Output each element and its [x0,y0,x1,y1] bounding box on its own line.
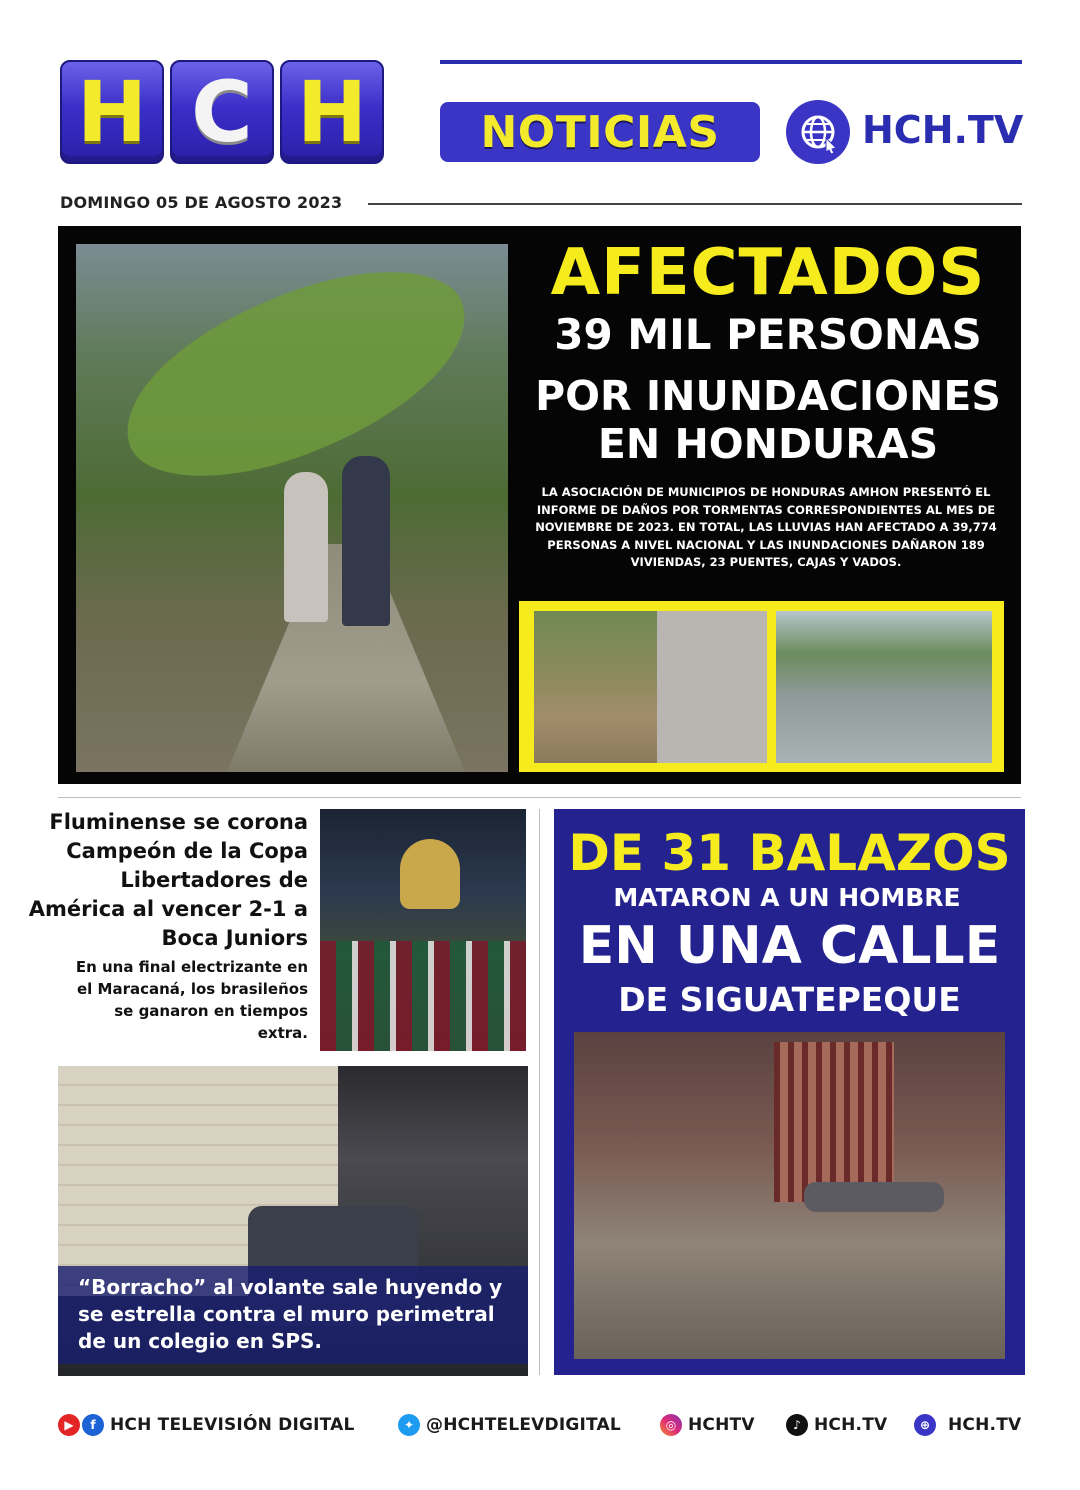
column-divider [539,809,540,1375]
house-wall [657,611,767,763]
section-label: NOTICIAS [440,102,760,162]
globe-icon [786,100,850,164]
trophy [400,839,460,909]
footer-item-instagram[interactable] [660,1410,755,1440]
footer-label: HCH.TV [948,1415,1022,1435]
metal-gate [774,1042,894,1202]
covered-body [804,1182,944,1212]
shooting-headline[interactable]: DE 31 BALAZOS [568,824,1011,882]
banana-leaf [100,244,492,506]
footer-item-facebook[interactable] [58,1410,355,1440]
main-subheadline: 39 MIL PERSONAS [554,310,982,359]
footer-label: HCH.TV [814,1415,888,1435]
shooting-location: DE SIGUATEPEQUE [618,980,961,1019]
shooting-subheadline: MATARON A UN HOMBRE [613,883,961,912]
footer-item-tiktok[interactable] [786,1410,887,1440]
shooting-headline-2: EN UNA CALLE [578,916,1001,976]
header-rule [440,60,1022,64]
person-figure [284,472,328,622]
youtube-icon: ▶ [58,1414,80,1436]
globe-icon-graphic [796,110,840,154]
hch-logo [60,60,384,164]
crime-scene-photo [574,1032,1005,1359]
footer-label: HCHTV [688,1415,755,1435]
site-name[interactable]: HCH.TV [862,108,1024,152]
flooded-house-photo [534,611,767,763]
logo-letter-h2: H [280,60,384,164]
logo-letter-h: H [60,60,164,164]
globe-icon: ⊕ [914,1414,936,1436]
date-rule [368,203,1022,205]
team-jerseys [320,941,526,1051]
fluminense-celebration-photo [320,809,526,1051]
footer-item-web[interactable] [914,1410,1021,1440]
flooded-road-photo [776,611,992,763]
facebook-icon: f [82,1414,104,1436]
main-story-body: LA ASOCIACIÓN DE MUNICIPIOS DE HONDURAS AMHON PRESENTÓ EL INFORME DE DAÑOS POR TORMENTAS CORRESPONDIENTES AL MES DE NOVIEMBRE DE 2023. EN TOTAL, LAS LLUVIAS HAN AFECTADO A 39,774 PERSONAS A NIVEL NACIONAL Y LAS INUNDACIONES DAÑARON 189 VIVIENDAS, 23 PUENTES, CAJAS Y VADOS. [535,485,997,569]
social-footer [58,1410,1024,1440]
footer-label: HCH TELEVISIÓN DIGITAL [110,1415,355,1435]
section-divider [58,797,1021,798]
crash-headline[interactable]: “Borracho” al volante sale huyendo y se estrella contra el muro perimetral de un colegio en SPS. [78,1275,503,1353]
instagram-icon: ◎ [660,1414,682,1436]
main-subheadline-2: POR INUNDACIONES EN HONDURAS [535,372,1001,468]
main-headline[interactable]: AFECTADOS [550,236,986,310]
logo-letter-c: C [170,60,274,164]
twitter-icon: ✦ [398,1414,420,1436]
football-headline[interactable]: Fluminense se corona Campeón de la Copa Libertadores de América al vencer 2-1 a Boca Juniors [28,810,308,950]
person-figure [342,456,390,626]
issue-date: DOMINGO 05 DE AGOSTO 2023 [60,193,343,212]
footer-label: @HCHTELEVDIGITAL [426,1415,621,1435]
football-summary: En una final electrizante en el Maracaná, los brasileños se ganaron en tiempos extra. [75,958,308,1042]
flood-photo [76,244,508,772]
tiktok-icon: ♪ [786,1414,808,1436]
footer-item-twitter[interactable] [398,1410,621,1440]
